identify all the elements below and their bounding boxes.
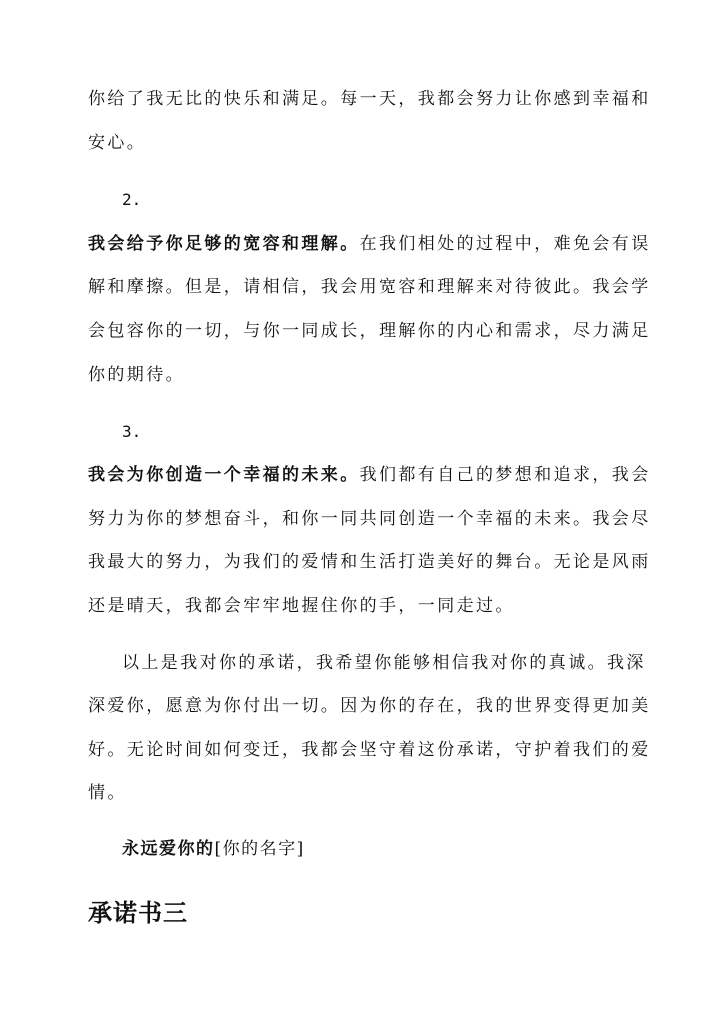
item-line: 你的期待。	[88, 365, 185, 385]
paragraph-line: 你给了我无比的快乐和满足。每一天，我都会努力让你感到幸福和	[88, 89, 651, 109]
item-line: 会包容你的一切，与你一同成长，理解你的内心和需求，尽力满足	[88, 321, 651, 341]
closing-line: 深爱你，愿意为你付出一切。因为你的存在，我的世界变得更加美	[88, 696, 651, 716]
item-number: 3.	[122, 422, 142, 441]
item-line: 努力为你的梦想奋斗，和你一同共同创造一个幸福的未来。我会尽	[88, 509, 651, 529]
signature-label: 永远爱你的	[122, 839, 215, 859]
item-line	[88, 232, 651, 256]
closing-line: 以上是我对你的承诺，我希望你能够相信我对你的真诚。我深	[122, 653, 646, 673]
item-text: 在我们相处的过程中，难免会有误	[359, 234, 651, 254]
item-text: 我们都有自己的梦想和追求，我会	[359, 465, 651, 485]
closing-line: 好。无论时间如何变迁，我都会坚守着这份承诺，守护着我们的爱	[88, 740, 651, 760]
signature-line	[122, 837, 666, 861]
item-line: 我最大的努力，为我们的爱情和生活打造美好的舞台。无论是风雨	[88, 552, 651, 572]
section-heading: 承诺书三	[88, 898, 188, 927]
item-bold-statement: 我会为你创造一个幸福的未来。	[88, 465, 360, 485]
item-line	[88, 463, 651, 487]
closing-line: 情。	[88, 783, 127, 803]
item-bold-statement: 我会给予你足够的宽容和理解。	[88, 234, 360, 254]
paragraph-line: 安心。	[88, 133, 147, 153]
signature-placeholder: [你的名字]	[214, 839, 305, 859]
item-line: 还是晴天，我都会牢牢地握住你的手，一同走过。	[88, 596, 515, 616]
item-line: 解和摩擦。但是，请相信，我会用宽容和理解来对待彼此。我会学	[88, 277, 651, 297]
item-number: 2.	[122, 190, 142, 209]
